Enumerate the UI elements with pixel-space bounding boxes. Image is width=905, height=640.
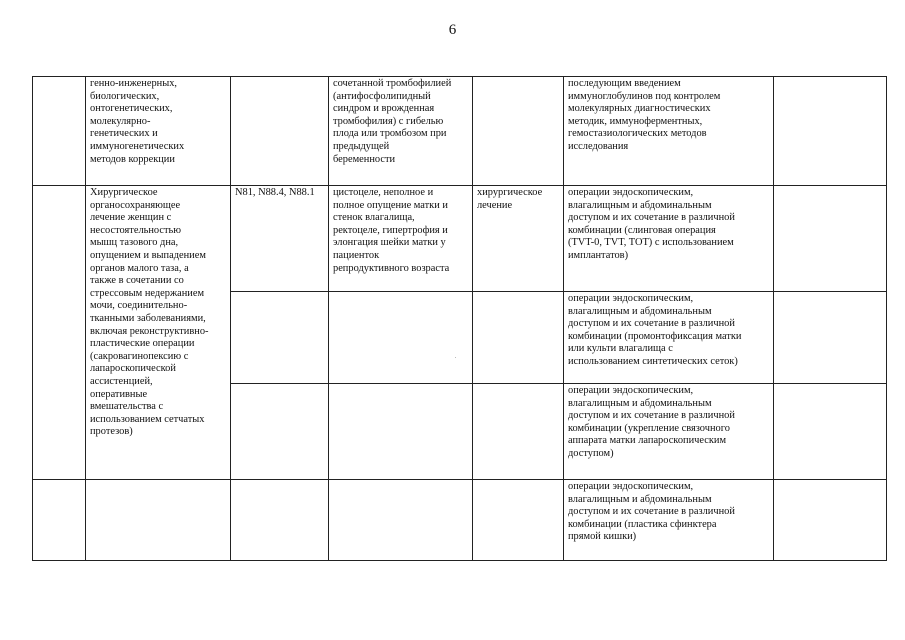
- patient-model-cell: [329, 480, 473, 561]
- treatment-type-cell: [473, 292, 564, 384]
- icd-code-cell: [231, 77, 329, 186]
- profile-cell: генно-инженерных, биологических, онтогенетических, молекулярно- генетических и иммуногенетических методов коррекции: [86, 77, 231, 186]
- scan-speck: [455, 357, 456, 358]
- icd-code-cell: N81, N88.4, N88.1: [231, 186, 329, 292]
- patient-model-cell: сочетанной тромбофилией (антифосфолипидный синдром и врожденная тромбофилия) с гибелью плода или тромбозом при предыдущей беременности: [329, 77, 473, 186]
- row-number-cell: [33, 77, 86, 186]
- icd-code-cell: [231, 480, 329, 561]
- cost-cell: [774, 186, 887, 292]
- medical-care-table: [32, 76, 887, 561]
- treatment-method-cell: операции эндоскопическим, влагалищным и абдоминальным доступом и их сочетание в различной комбинации (промонтофиксация матки или культи влагалища с использованием синтетических сеток): [564, 292, 774, 384]
- cost-cell: [774, 292, 887, 384]
- icd-code-cell: [231, 384, 329, 480]
- table-row: [33, 480, 887, 561]
- treatment-method-cell: операции эндоскопическим, влагалищным и абдоминальным доступом и их сочетание в различной комбинации (пластика сфинктера прямой кишки): [564, 480, 774, 561]
- table-row: [33, 186, 887, 292]
- profile-cell: [86, 480, 231, 561]
- patient-model-cell: [329, 384, 473, 480]
- treatment-type-cell: [473, 77, 564, 186]
- treatment-type-cell: [473, 480, 564, 561]
- page-number: 6: [448, 22, 457, 38]
- cost-cell: [774, 384, 887, 480]
- profile-cell: Хирургическое органосохраняющее лечение женщин с несостоятельностью мышц тазового дна, опущением и выпадением органов малого таза, а также в сочетании со стрессовым недержанием мочи, соединительно- тканными заболеваниями, включая реконструктивно- пластические операции (сакровагинопексию с лапароскопической ассистенцией, оперативные вмешательства с использованием сетчатых протезов): [86, 186, 231, 480]
- icd-code-cell: [231, 292, 329, 384]
- treatment-type-cell: [473, 384, 564, 480]
- treatment-method-cell: последующим введением иммуноглобулинов под контролем молекулярных диагностических методик, иммуноферментных, гемостазиологических методов исследования: [564, 77, 774, 186]
- cost-cell: [774, 77, 887, 186]
- table-row: [33, 77, 887, 186]
- treatment-type-cell: хирургическое лечение: [473, 186, 564, 292]
- row-number-cell: [33, 186, 86, 480]
- patient-model-cell: [329, 292, 473, 384]
- patient-model-cell: цистоцеле, неполное и полное опущение матки и стенок влагалища, ректоцеле, гипертрофия и элонгация шейки матки у пациенток репродуктивного возраста: [329, 186, 473, 292]
- treatment-method-cell: операции эндоскопическим, влагалищным и абдоминальным доступом и их сочетание в различной комбинации (укрепление связочного аппарата матки лапароскопическим доступом): [564, 384, 774, 480]
- cost-cell: [774, 480, 887, 561]
- treatment-method-cell: операции эндоскопическим, влагалищным и абдоминальным доступом и их сочетание в различной комбинации (слинговая операция (TVT-0, TVT, TOT) с использованием имплантатов): [564, 186, 774, 292]
- row-number-cell: [33, 480, 86, 561]
